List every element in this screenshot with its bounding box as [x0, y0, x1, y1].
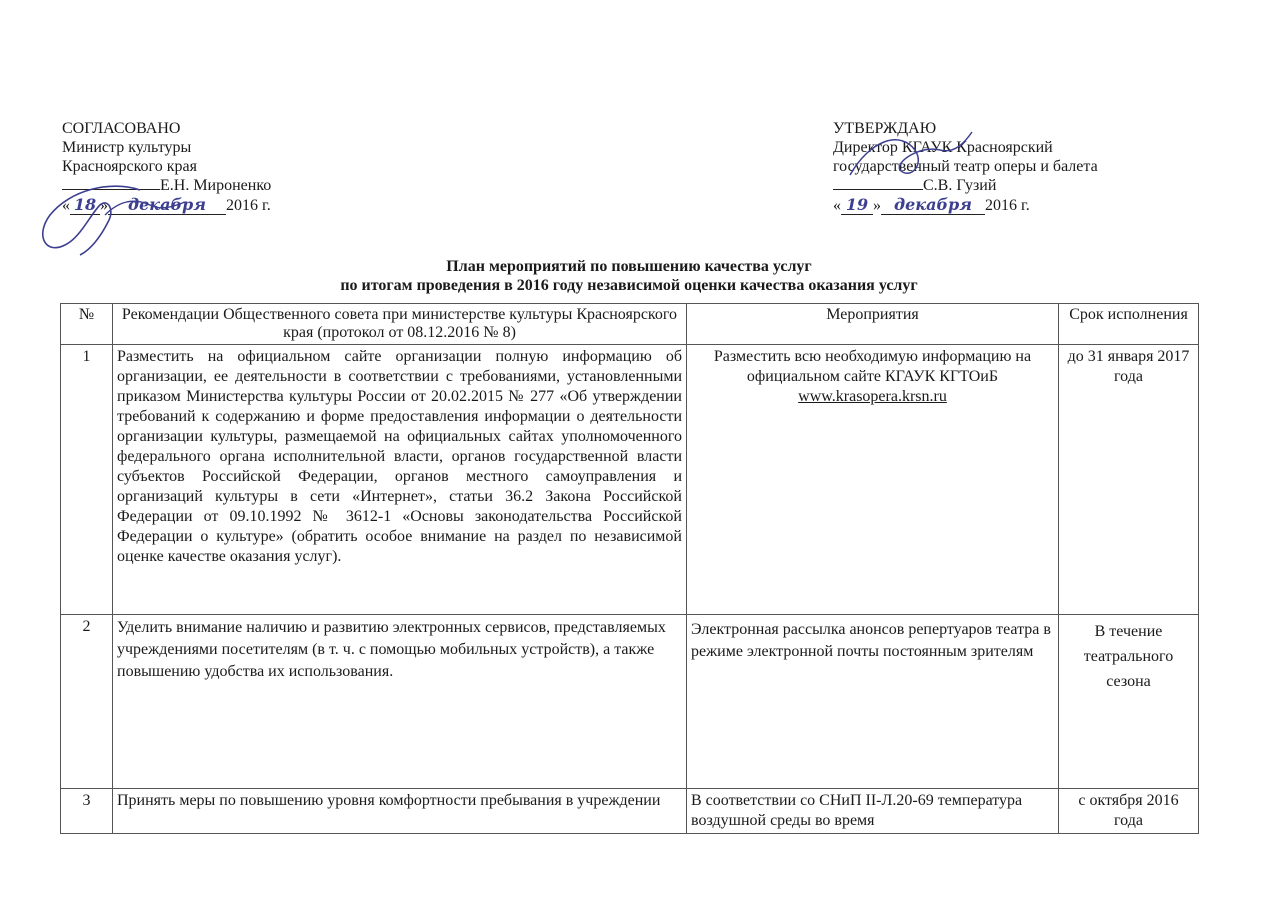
website-link[interactable]: www.krasopera.krsn.ru [798, 388, 947, 405]
approval-block-right [833, 119, 1098, 215]
approval-date-left [62, 195, 271, 215]
approval-date-right [833, 195, 1098, 215]
document-title [60, 257, 1198, 295]
title-line2: по итогам проведения в 2016 году независимой оценки качества оказания услуг [340, 277, 918, 294]
plan-table [60, 303, 1199, 834]
row-number: 2 [61, 615, 113, 789]
date-quote-open: « [62, 197, 70, 214]
measure-text: Разместить всю необходимую информацию на официальном сайте КГАУК КГТОиБ [713, 348, 1032, 385]
row-number: 1 [61, 345, 113, 615]
row-recommendation: Разместить на официальном сайте организации полную информацию об организации, ее деятельности в соответствии с требованиями, установленными приказом Министерства культуры России от 20.02.2015 № 277 «Об утверждении требований к содержанию и форме предоставления информации о деятельности организации культуры, размещаемой на официальных сайтах уполномоченного федерального органа исполнительной власти, органов государственной власти субъектов Российской Федерации, органов местного самоуправления и организаций культуры в сети «Интернет», статьи 36.2 Закона Российской Федерации от 09.10.1992 № 3612-1 «Основы законодательства Российской Федерации о культуре» (обратить особое внимание на раздел по независимой оценке качестве оказания услуг). [113, 345, 687, 615]
approver-position-line2: Красноярского края [62, 158, 197, 175]
date-quote-close: » [873, 197, 881, 214]
date-year-left: 2016 г. [226, 197, 271, 214]
date-day-left: 18 [70, 195, 100, 215]
row-number: 3 [61, 789, 113, 834]
director-position-line2: государственный театр оперы и балета [833, 158, 1098, 175]
row-recommendation: Принять меры по повышению уровня комфортности пребывания в учреждении [113, 789, 687, 834]
date-quote-close: » [100, 197, 108, 214]
row-recommendation: Уделить внимание наличию и развитию электронных сервисов, представляемых учреждениями посетителям (в т. ч. с помощью мобильных устройств), а также повышению удобства их использования. [113, 615, 687, 789]
header-deadline: Срок исполнения [1059, 304, 1199, 345]
approval-heading-left: СОГЛАСОВАНО [62, 120, 181, 137]
table-row [61, 615, 1199, 789]
signature-blank [833, 189, 923, 190]
header-measures: Мероприятия [687, 304, 1059, 345]
row-deadline: В течение театрального сезона [1059, 615, 1199, 789]
row-measure [687, 345, 1059, 615]
date-month-left: декабря [108, 195, 226, 215]
row-deadline: с октября 2016 года [1059, 789, 1199, 834]
table-row [61, 789, 1199, 834]
row-measure: В соответствии со СНиП II-Л.20-69 температура воздушной среды во время [687, 789, 1059, 834]
row-measure: Электронная рассылка анонсов репертуаров театра в режиме электронной почты постоянным зрителям [687, 615, 1059, 789]
approval-block-left [62, 119, 271, 215]
signature-line-left [62, 176, 271, 195]
director-position-line1: Директор КГАУК Красноярский [833, 139, 1053, 156]
approval-heading-right: УТВЕРЖДАЮ [833, 120, 937, 137]
header-recommendations: Рекомендации Общественного совета при министерстве культуры Красноярского края (протокол от 08.12.2016 № 8) [113, 304, 687, 345]
header-num: № [61, 304, 113, 345]
date-day-right: 19 [841, 195, 873, 215]
signer-name-right: С.В. Гузий [923, 177, 997, 194]
approver-position-line1: Министр культуры [62, 139, 192, 156]
signer-name-left: Е.Н. Мироненко [160, 177, 272, 194]
date-month-right: декабря [881, 195, 985, 215]
title-line1: План мероприятий по повышению качества услуг [446, 258, 812, 275]
signature-line-right [833, 176, 1098, 195]
date-quote-open: « [833, 197, 841, 214]
date-year-right: 2016 г. [985, 197, 1030, 214]
row-deadline: до 31 января 2017 года [1059, 345, 1199, 615]
signature-blank [62, 189, 160, 190]
table-header-row [61, 304, 1199, 345]
table-row [61, 345, 1199, 615]
